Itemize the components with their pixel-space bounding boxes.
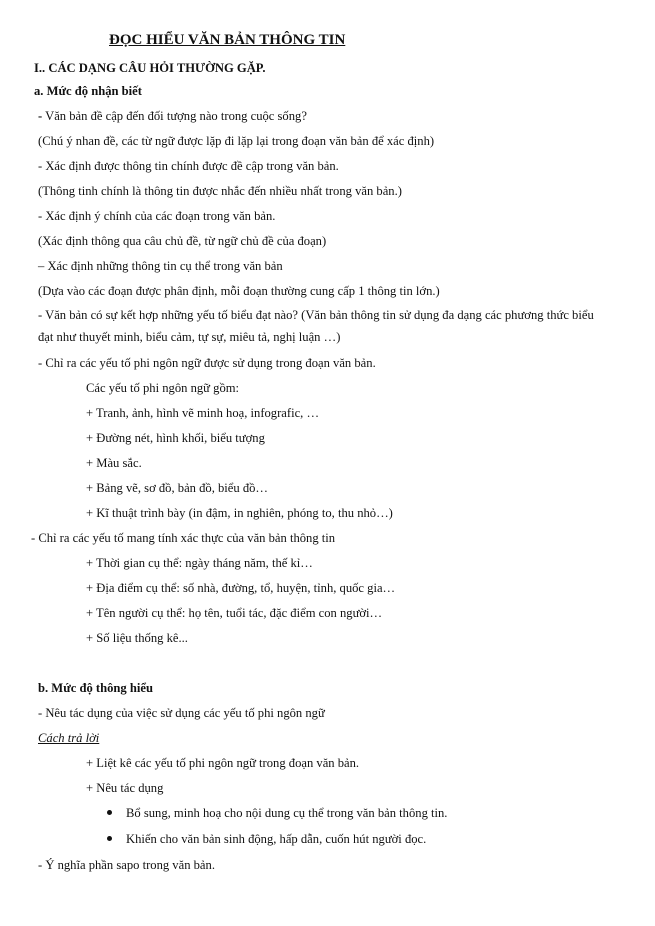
- list-item: + Số liệu thống kê...: [86, 631, 188, 645]
- nonverbal-intro: Các yếu tố phi ngôn ngữ gồm:: [86, 381, 240, 395]
- bullet-item: Khiến cho văn bản sinh động, hấp dẫn, cuốn hút người đọc.: [126, 832, 427, 846]
- note-line: (Dựa vào các đoạn được phân định, mỗi đoạn thường cung cấp 1 thông tin lớn.): [38, 284, 440, 298]
- note-line: (Thông tinh chính là thông tin được nhắc đến nhiều nhất trong văn bản.): [38, 184, 402, 198]
- list-item: + Kĩ thuật trình bày (in đậm, in nghiên, phóng to, thu nhỏ…): [86, 506, 393, 520]
- list-item: + Tên người cụ thể: họ tên, tuổi tác, đặc điểm con người…: [86, 606, 383, 620]
- list-item: + Địa điểm cụ thể: số nhà, đường, tổ, huyện, tỉnh, quốc gia…: [86, 581, 396, 595]
- list-item: + Thời gian cụ thể: ngày tháng năm, thế kỉ…: [86, 556, 313, 570]
- question-line: - Xác định ý chính của các đoạn trong văn bản.: [38, 209, 276, 223]
- question-line: - Xác định được thông tin chính được đề cập trong văn bản.: [38, 159, 339, 173]
- bullet-item: Bổ sung, minh hoạ cho nội dung cụ thể trong văn bản thông tin.: [126, 806, 448, 820]
- list-item: + Đường nét, hình khối, biểu tượng: [86, 431, 265, 445]
- note-line: (Xác định thông qua câu chủ đề, từ ngữ chủ đề của đoạn): [38, 234, 327, 248]
- list-item: + Tranh, ảnh, hình vẽ minh hoạ, infografic, …: [86, 406, 320, 420]
- document-title: ĐỌC HIỂU VĂN BẢN THÔNG TIN: [109, 32, 346, 48]
- question-line-continued: đạt như thuyết minh, biểu cảm, tự sự, miêu tả, nghị luận …): [38, 330, 341, 344]
- list-item: + Màu sắc.: [86, 456, 142, 470]
- list-item: + Liệt kê các yếu tố phi ngôn ngữ trong đoạn văn bản.: [86, 756, 360, 770]
- question-line: - Văn bản có sự kết hợp những yếu tố biểu đạt nào? (Văn bản thông tin sử dụng đa dạng các phương thức biểu: [38, 308, 594, 322]
- answer-label: Cách trả lời: [38, 731, 100, 745]
- line-dash: -: [38, 109, 43, 123]
- question-line: - Nêu tác dụng của việc sử dụng các yếu tố phi ngôn ngữ: [38, 706, 325, 720]
- bullet-dot-icon: [107, 836, 112, 841]
- list-item: + Bảng vẽ, sơ đồ, bản đồ, biểu đồ…: [86, 481, 269, 495]
- question-line: - Ý nghĩa phần sapo trong văn bản.: [38, 858, 215, 872]
- bullet-dot-icon: [107, 810, 112, 815]
- question-line: - Chỉ ra các yếu tố phi ngôn ngữ được sử dụng trong đoạn văn bản.: [38, 356, 376, 370]
- question-line: [38, 108, 307, 124]
- question-line: – Xác định những thông tin cụ thể trong văn bản: [38, 259, 283, 273]
- question-text: Văn bản đề cập đến đối tượng nào trong cuộc sống?: [45, 109, 307, 123]
- note-line: (Chú ý nhan đề, các từ ngữ được lặp đi lặp lại trong đoạn văn bản để xác định): [38, 134, 435, 148]
- section-heading: I.. CÁC DẠNG CÂU HỎI THƯỜNG GẶP.: [34, 61, 266, 75]
- authenticity-heading: - Chỉ ra các yếu tố mang tính xác thực của văn bản thông tin: [31, 531, 336, 545]
- list-item: + Nêu tác dụng: [86, 781, 164, 795]
- part-b-heading: b. Mức độ thông hiểu: [38, 681, 153, 695]
- part-a-heading: a. Mức độ nhận biết: [34, 84, 142, 98]
